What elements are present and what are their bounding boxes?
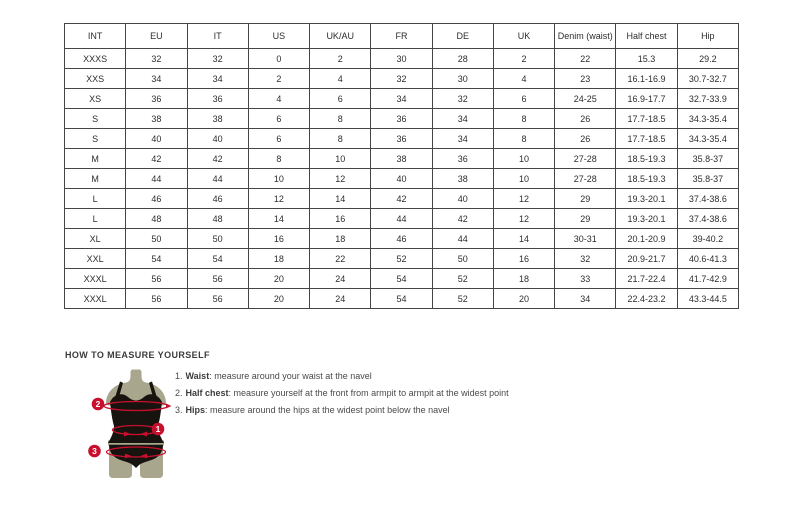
- size-cell: 56: [187, 269, 248, 289]
- size-cell: 37.4-38.6: [677, 209, 738, 229]
- size-cell: 18: [493, 269, 554, 289]
- size-cell: 4: [493, 69, 554, 89]
- column-header: IT: [187, 24, 248, 49]
- size-cell: 20: [248, 269, 309, 289]
- table-row: [65, 169, 739, 189]
- badge-chest-number: 2: [95, 399, 101, 409]
- size-cell: 16: [493, 249, 554, 269]
- column-header: UK/AU: [310, 24, 371, 49]
- size-cell: 36: [126, 89, 187, 109]
- size-cell: 36: [432, 149, 493, 169]
- size-cell: 52: [432, 289, 493, 309]
- size-cell: 42: [187, 149, 248, 169]
- size-cell: 8: [310, 109, 371, 129]
- size-cell: 27-28: [555, 149, 616, 169]
- size-cell: 17.7-18.5: [616, 109, 677, 129]
- size-cell: 28: [432, 49, 493, 69]
- size-cell: XXXS: [65, 49, 126, 69]
- column-header: FR: [371, 24, 432, 49]
- size-cell: 19.3-20.1: [616, 189, 677, 209]
- size-cell: XL: [65, 229, 126, 249]
- size-cell: 32: [555, 249, 616, 269]
- size-cell: 30-31: [555, 229, 616, 249]
- table-row: [65, 109, 739, 129]
- size-cell: 4: [310, 69, 371, 89]
- size-cell: 43.3-44.5: [677, 289, 738, 309]
- table-row: [65, 189, 739, 209]
- step-number: 1.: [175, 371, 183, 381]
- size-cell: 12: [493, 209, 554, 229]
- size-cell: 46: [126, 189, 187, 209]
- size-cell: 10: [493, 169, 554, 189]
- size-cell: XXS: [65, 69, 126, 89]
- size-cell: 54: [371, 269, 432, 289]
- size-cell: 20: [248, 289, 309, 309]
- size-cell: 50: [126, 229, 187, 249]
- size-cell: 6: [248, 109, 309, 129]
- size-cell: 20: [493, 289, 554, 309]
- size-cell: 44: [371, 209, 432, 229]
- size-cell: 34.3-35.4: [677, 109, 738, 129]
- size-cell: 39-40.2: [677, 229, 738, 249]
- size-cell: 23: [555, 69, 616, 89]
- size-cell: 48: [187, 209, 248, 229]
- size-cell: 22.4-23.2: [616, 289, 677, 309]
- size-cell: 44: [126, 169, 187, 189]
- table-row: [65, 289, 739, 309]
- size-cell: 12: [310, 169, 371, 189]
- step-number: 3.: [175, 405, 183, 415]
- size-cell: 10: [493, 149, 554, 169]
- size-cell: 26: [555, 109, 616, 129]
- table-row: [65, 149, 739, 169]
- table-row: [65, 69, 739, 89]
- size-cell: 34: [432, 109, 493, 129]
- size-cell: 6: [310, 89, 371, 109]
- size-cell: 26: [555, 129, 616, 149]
- mannequin-illustration: [86, 369, 178, 480]
- size-cell: 22: [555, 49, 616, 69]
- size-cell: L: [65, 209, 126, 229]
- size-cell: XXL: [65, 249, 126, 269]
- size-cell: 50: [187, 229, 248, 249]
- size-cell: 4: [248, 89, 309, 109]
- size-cell: 34: [555, 289, 616, 309]
- size-cell: 36: [371, 129, 432, 149]
- size-cell: 30.7-32.7: [677, 69, 738, 89]
- size-cell: 56: [126, 289, 187, 309]
- size-cell: XXXL: [65, 269, 126, 289]
- size-cell: 16.9-17.7: [616, 89, 677, 109]
- size-cell: 2: [493, 49, 554, 69]
- size-cell: 32: [187, 49, 248, 69]
- column-header: US: [248, 24, 309, 49]
- step-text: : measure around the hips at the widest point below the navel: [205, 405, 450, 415]
- column-header: UK: [493, 24, 554, 49]
- size-cell: 16: [248, 229, 309, 249]
- size-cell: 18: [248, 249, 309, 269]
- size-cell: 38: [187, 109, 248, 129]
- size-cell: 24: [310, 289, 371, 309]
- size-cell: 56: [187, 289, 248, 309]
- size-cell: 8: [248, 149, 309, 169]
- column-header: Denim (waist): [555, 24, 616, 49]
- size-cell: 30: [432, 69, 493, 89]
- size-cell: 34: [187, 69, 248, 89]
- size-cell: 36: [187, 89, 248, 109]
- size-cell: L: [65, 189, 126, 209]
- size-cell: 48: [126, 209, 187, 229]
- chest-arrow: [166, 404, 172, 409]
- badge-waist-number: 1: [155, 424, 161, 434]
- column-header: Hip: [677, 24, 738, 49]
- size-cell: 12: [248, 189, 309, 209]
- step-label: Waist: [185, 371, 210, 381]
- size-cell: 20.1-20.9: [616, 229, 677, 249]
- size-cell: XXXL: [65, 289, 126, 309]
- size-cell: 32: [432, 89, 493, 109]
- size-cell: 56: [126, 269, 187, 289]
- size-cell: XS: [65, 89, 126, 109]
- column-header: INT: [65, 24, 126, 49]
- size-cell: 12: [493, 189, 554, 209]
- size-cell: M: [65, 149, 126, 169]
- table-row: [65, 89, 739, 109]
- badge-hips-number: 3: [92, 446, 97, 456]
- size-cell: 18.5-19.3: [616, 169, 677, 189]
- size-cell: 34: [126, 69, 187, 89]
- size-cell: 33: [555, 269, 616, 289]
- step-label: Hips: [185, 405, 206, 415]
- size-cell: S: [65, 109, 126, 129]
- size-cell: 42: [371, 189, 432, 209]
- size-cell: 40.6-41.3: [677, 249, 738, 269]
- size-cell: 16: [310, 209, 371, 229]
- measure-heading: HOW TO MEASURE YOURSELF: [65, 350, 210, 360]
- table-row: [65, 249, 739, 269]
- size-cell: 44: [432, 229, 493, 249]
- table-row: [65, 209, 739, 229]
- size-cell: 19.3-20.1: [616, 209, 677, 229]
- column-header: Half chest: [616, 24, 677, 49]
- size-cell: 54: [187, 249, 248, 269]
- size-cell: 40: [126, 129, 187, 149]
- size-cell: 35.8-37: [677, 169, 738, 189]
- size-cell: 6: [493, 89, 554, 109]
- size-cell: 32: [371, 69, 432, 89]
- size-cell: 24: [310, 269, 371, 289]
- size-cell: 8: [310, 129, 371, 149]
- table-row: [65, 49, 739, 69]
- size-cell: 38: [126, 109, 187, 129]
- size-cell: 20.9-21.7: [616, 249, 677, 269]
- size-cell: 54: [371, 289, 432, 309]
- size-cell: 38: [371, 149, 432, 169]
- size-cell: 6: [248, 129, 309, 149]
- size-cell: 50: [432, 249, 493, 269]
- size-cell: 8: [493, 129, 554, 149]
- size-cell: 54: [126, 249, 187, 269]
- size-chart-table: [64, 23, 739, 309]
- step-text: : measure around your waist at the navel: [209, 371, 372, 381]
- size-chart-body: [65, 49, 739, 309]
- size-cell: 10: [310, 149, 371, 169]
- step-number: 2.: [175, 388, 183, 398]
- size-cell: 40: [371, 169, 432, 189]
- size-cell: 34.3-35.4: [677, 129, 738, 149]
- size-cell: 14: [248, 209, 309, 229]
- size-cell: 18: [310, 229, 371, 249]
- size-cell: 2: [310, 49, 371, 69]
- size-cell: 38: [432, 169, 493, 189]
- size-chart-header-row: [65, 24, 739, 49]
- size-cell: 2: [248, 69, 309, 89]
- size-cell: 40: [187, 129, 248, 149]
- size-cell: 22: [310, 249, 371, 269]
- table-row: [65, 129, 739, 149]
- size-cell: 46: [187, 189, 248, 209]
- size-cell: 15.3: [616, 49, 677, 69]
- size-cell: 24-25: [555, 89, 616, 109]
- size-cell: 10: [248, 169, 309, 189]
- column-header: EU: [126, 24, 187, 49]
- table-row: [65, 229, 739, 249]
- size-cell: 44: [187, 169, 248, 189]
- size-cell: 21.7-22.4: [616, 269, 677, 289]
- size-cell: M: [65, 169, 126, 189]
- size-cell: 29.2: [677, 49, 738, 69]
- size-cell: 16.1-16.9: [616, 69, 677, 89]
- size-cell: 42: [126, 149, 187, 169]
- measure-instructions: [175, 368, 509, 419]
- size-cell: 29: [555, 189, 616, 209]
- size-cell: 18.5-19.3: [616, 149, 677, 169]
- size-cell: 52: [371, 249, 432, 269]
- size-cell: 42: [432, 209, 493, 229]
- size-cell: 17.7-18.5: [616, 129, 677, 149]
- size-cell: 34: [432, 129, 493, 149]
- size-cell: 34: [371, 89, 432, 109]
- size-cell: 36: [371, 109, 432, 129]
- size-cell: 32.7-33.9: [677, 89, 738, 109]
- size-cell: 35.8-37: [677, 149, 738, 169]
- measure-step-half-chest: [175, 385, 509, 402]
- size-cell: 41.7-42.9: [677, 269, 738, 289]
- size-cell: 52: [432, 269, 493, 289]
- size-cell: 0: [248, 49, 309, 69]
- size-cell: 40: [432, 189, 493, 209]
- size-cell: 14: [310, 189, 371, 209]
- column-header: DE: [432, 24, 493, 49]
- size-cell: 29: [555, 209, 616, 229]
- step-text: : measure yourself at the front from armpit to armpit at the widest point: [228, 388, 509, 398]
- measure-step-waist: [175, 368, 509, 385]
- table-row: [65, 269, 739, 289]
- size-cell: 27-28: [555, 169, 616, 189]
- size-cell: 32: [126, 49, 187, 69]
- step-label: Half chest: [185, 388, 229, 398]
- size-cell: 30: [371, 49, 432, 69]
- size-cell: 37.4-38.6: [677, 189, 738, 209]
- size-cell: S: [65, 129, 126, 149]
- size-cell: 14: [493, 229, 554, 249]
- size-cell: 46: [371, 229, 432, 249]
- size-cell: 8: [493, 109, 554, 129]
- measure-step-hips: [175, 402, 509, 419]
